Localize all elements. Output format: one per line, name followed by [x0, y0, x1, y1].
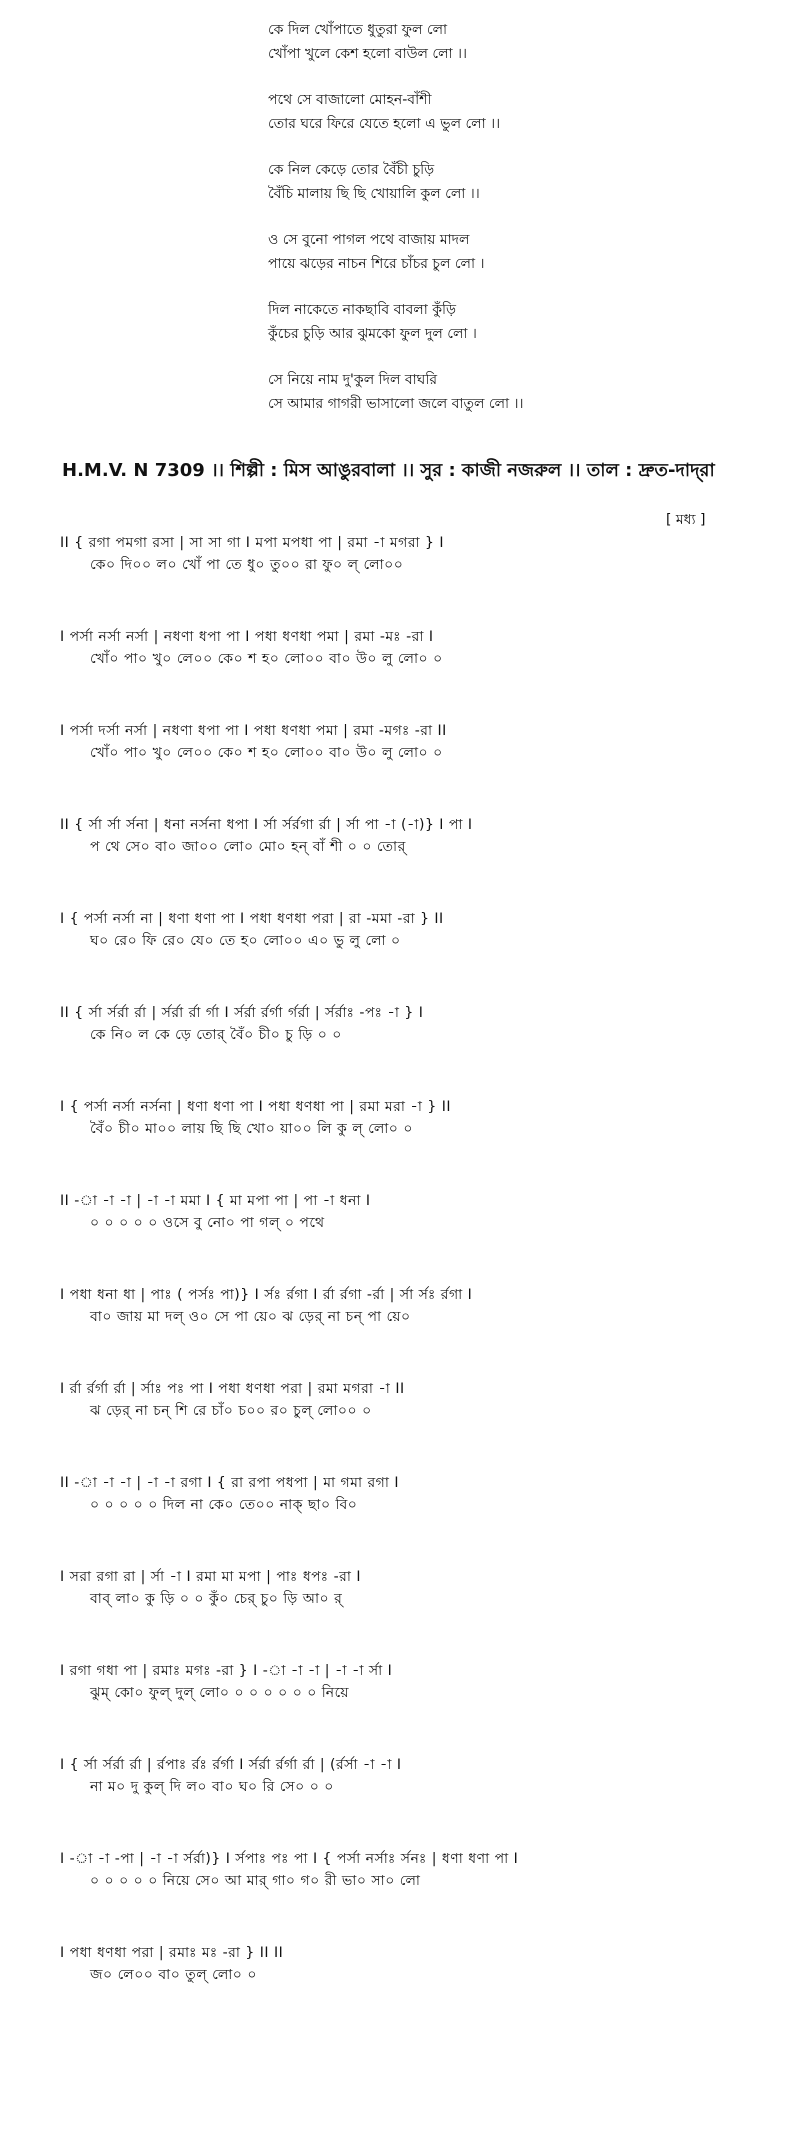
notation-row	[60, 1378, 780, 1472]
bol-line: ঘ০ রে০ ফি রে০ যে০ তে হ০ লো০০ এ০ ভু লু লো ০	[90, 933, 401, 949]
notation-row	[60, 1566, 780, 1660]
lyrics-stanza	[268, 228, 788, 276]
notation-row	[60, 1190, 780, 1284]
record-header: H.M.V. N 7309 ।। শিল্পী : মিস আঙুরবালা ।। সুর : কাজী নজরুল ।। তাল : দ্রুত-দাদ্‌রা	[62, 460, 715, 481]
lyric-line: পায়ে ঝড়ের নাচন শিরে চাঁচর চুল লো ।	[268, 256, 485, 272]
swara-line: II -া -া -া | -া -া মমা I { মা মপা পা | পা -া ধনা I	[60, 1193, 371, 1209]
notation-row	[60, 1848, 780, 1942]
bol-line: কে নি০ ল কে ড়ে তোর্ বৈঁ০ চী০ চু ড়ি ০ ০	[90, 1027, 342, 1043]
bol-line: খোঁ০ পা০ খু০ লে০০ কে০ শ হ০ লো০০ বা০ উ০ লু লো০ ০	[90, 745, 443, 761]
bol-line: বা০ জায় মা দল্ ও০ সে পা য়ে০ ঝ ড়ের্ না চন্ পা য়ে০	[90, 1309, 411, 1325]
swara-line: I { পর্সা নর্সা নর্সনা | ধণা ধণা পা I পধা ধণধা পা | রমা মরা -া } II	[60, 1099, 451, 1115]
swara-line: I রগা গধা পা | রমাঃ মগঃ -রা } I -া -া -া | -া -া র্সা I	[60, 1663, 393, 1679]
lyric-line: কুঁচের চুড়ি আর ঝুমকো ফুল দুল লো ।	[268, 326, 477, 342]
notation-row	[60, 814, 780, 908]
notation-row	[60, 720, 780, 814]
swara-line: II -া -া -া | -া -া রগা I { রা রপা পধপা | মা গমা রগা I	[60, 1475, 399, 1491]
bol-line: কে০ দি০০ ল০ খোঁ পা তে ধু০ তু০০ রা ফু০ ল্ লো০০	[90, 557, 404, 573]
bol-line: ০ ০ ০ ০ ০ দিল না কে০ তে০০ নাক্ ছা০ বি০	[90, 1497, 358, 1513]
bol-line: বৈঁ০ চী০ মা০০ লায় ছি ছি খো০ য়া০০ লি কু ল্ লো০ ০	[90, 1121, 413, 1137]
notation-row	[60, 908, 780, 1002]
notation-row	[60, 626, 780, 720]
lyric-line: সে নিয়ে নাম দু'কুল দিল বাঘরি	[268, 372, 438, 388]
swara-line: I পধা ধনা ধা | পাঃ ( পর্সঃ পা)} I র্সঃ র্রগা I র্রা র্রগা -র্রা | র্সা র্সঃ র্রগা I	[60, 1287, 473, 1303]
raga-tag: [ মধ্য ]	[666, 512, 706, 528]
bol-line: প থে সে০ বা০ জা০০ লো০ মো০ হন্ বাঁ শী ০ ০ তোর্	[90, 839, 406, 855]
notation-row	[60, 1096, 780, 1190]
lyrics-stanza	[268, 368, 788, 416]
bol-line: ০ ০ ০ ০ ০ নিয়ে সে০ আ মার্ গা০ গ০ রী ভা০ সা০ লো	[90, 1873, 421, 1889]
lyrics-stanza	[268, 88, 788, 136]
notation-row	[60, 1660, 780, 1754]
lyrics-stanza	[268, 298, 788, 346]
bol-line: বাব্ লা০ কু ড়ি ০ ০ কুঁ০ চের্ চু০ ড়ি আ০ র্	[90, 1591, 343, 1607]
notation-row	[60, 532, 780, 626]
lyric-line: খোঁপা খুলে কেশ হলো বাউল লো ।।	[268, 46, 468, 62]
swara-line: I -া -া -পা | -া -া র্সর্রা)} I র্সপাঃ পঃ পা I { পর্সা নর্সাঃ র্সনঃ | ধণা ধণা পা I	[60, 1851, 519, 1867]
lyric-line: তোর ঘরে ফিরে যেতে হলো এ ভুল লো ।।	[268, 116, 501, 132]
swara-line: I পধা ধণধা পরা | রমাঃ মঃ -রা } II II	[60, 1945, 284, 1961]
swara-line: I সরা রগা রা | র্সা -া I রমা মা মপা | পাঃ ধপঃ -রা I	[60, 1569, 361, 1585]
notation-row	[60, 1942, 780, 2036]
swara-line: I পর্সা দর্সা নর্সা | নধণা ধপা পা I পধা ধণধা পমা | রমা -মগঃ -রা II	[60, 723, 447, 739]
notation-row	[60, 1284, 780, 1378]
lyrics-stanza	[268, 158, 788, 206]
swara-line: I পর্সা নর্সা নর্সা | নধণা ধপা পা I পধা ধণধা পমা | রমা -মঃ -রা I	[60, 629, 434, 645]
bol-line: জ০ লে০০ বা০ তুল্ লো০ ০	[90, 1967, 257, 1983]
bol-line: না ম০ দু কুল্ দি ল০ বা০ ঘ০ রি সে০ ০ ০	[90, 1779, 334, 1795]
notation-row	[60, 1002, 780, 1096]
lyric-line: বৈঁচি মালায় ছি ছি খোয়ালি কুল লো ।।	[268, 186, 480, 202]
notation-block	[60, 532, 780, 2036]
swara-line: II { র্সা র্সর্রা র্রা | র্সর্রা র্রা র্গা I র্সর্রা র্রর্গা র্গর্রা | র্সর্রাঃ -পঃ -া } I	[60, 1005, 424, 1021]
bol-line: ঝ ড়ের্ না চন্ শি রে চাঁ০ চ০০ র০ চুল্ লো০০ ০	[90, 1403, 372, 1419]
bol-line: ০ ০ ০ ০ ০ ওসে বু নো০ পা গল্ ০ পথে	[90, 1215, 325, 1231]
lyric-line: সে আমার গাগরী ভাসালো জলে বাতুল লো ।।	[268, 396, 524, 412]
bol-line: খোঁ০ পা০ খু০ লে০০ কে০ শ হ০ লো০০ বা০ উ০ লু লো০ ০	[90, 651, 443, 667]
lyric-line: কে নিল কেড়ে তোর বৈঁচী চুড়ি	[268, 162, 435, 178]
lyric-line: দিল নাকেতে নাকছাবি বাবলা কুঁড়ি	[268, 302, 457, 318]
notation-row	[60, 1754, 780, 1848]
lyric-line: কে দিল খোঁপাতে ধুতুরা ফুল লো	[268, 22, 448, 38]
lyric-line: পথে সে বাজালো মোহন-বাঁশী	[268, 92, 432, 108]
swara-line: I { পর্সা নর্সা না | ধণা ধণা পা I পধা ধণধা পরা | রা -মমা -রা } II	[60, 911, 444, 927]
lyric-line: ও সে বুনো পাগল পথে বাজায় মাদল	[268, 232, 470, 248]
bol-line: ঝুম্ কো০ ফুল্ দুল্ লো০ ০ ০ ০ ০ ০ ০ নিয়ে	[90, 1685, 350, 1701]
swara-line: II { রগা পমগা রসা | সা সা গা I মপা মপধা পা | রমা -া মগরা } I	[60, 535, 445, 551]
notation-row	[60, 1472, 780, 1566]
swara-line: II { র্সা র্সা র্সনা | ধনা নর্সনা ধপা I র্সা র্সর্রগা র্রা | র্সা পা -া (-া)} I পা I	[60, 817, 473, 833]
swara-line: I { র্সা র্সর্রা র্রা | র্রপাঃ র্রঃ র্রর্গা I র্সর্রা র্রর্গা র্রা | (র্রর্সা -া -া I	[60, 1757, 402, 1773]
lyrics-block	[268, 18, 788, 438]
swara-line: I র্রা র্রর্গা র্রা | র্সাঃ পঃ পা I পধা ধণধা পরা | রমা মগরা -া II	[60, 1381, 405, 1397]
lyrics-stanza	[268, 18, 788, 66]
